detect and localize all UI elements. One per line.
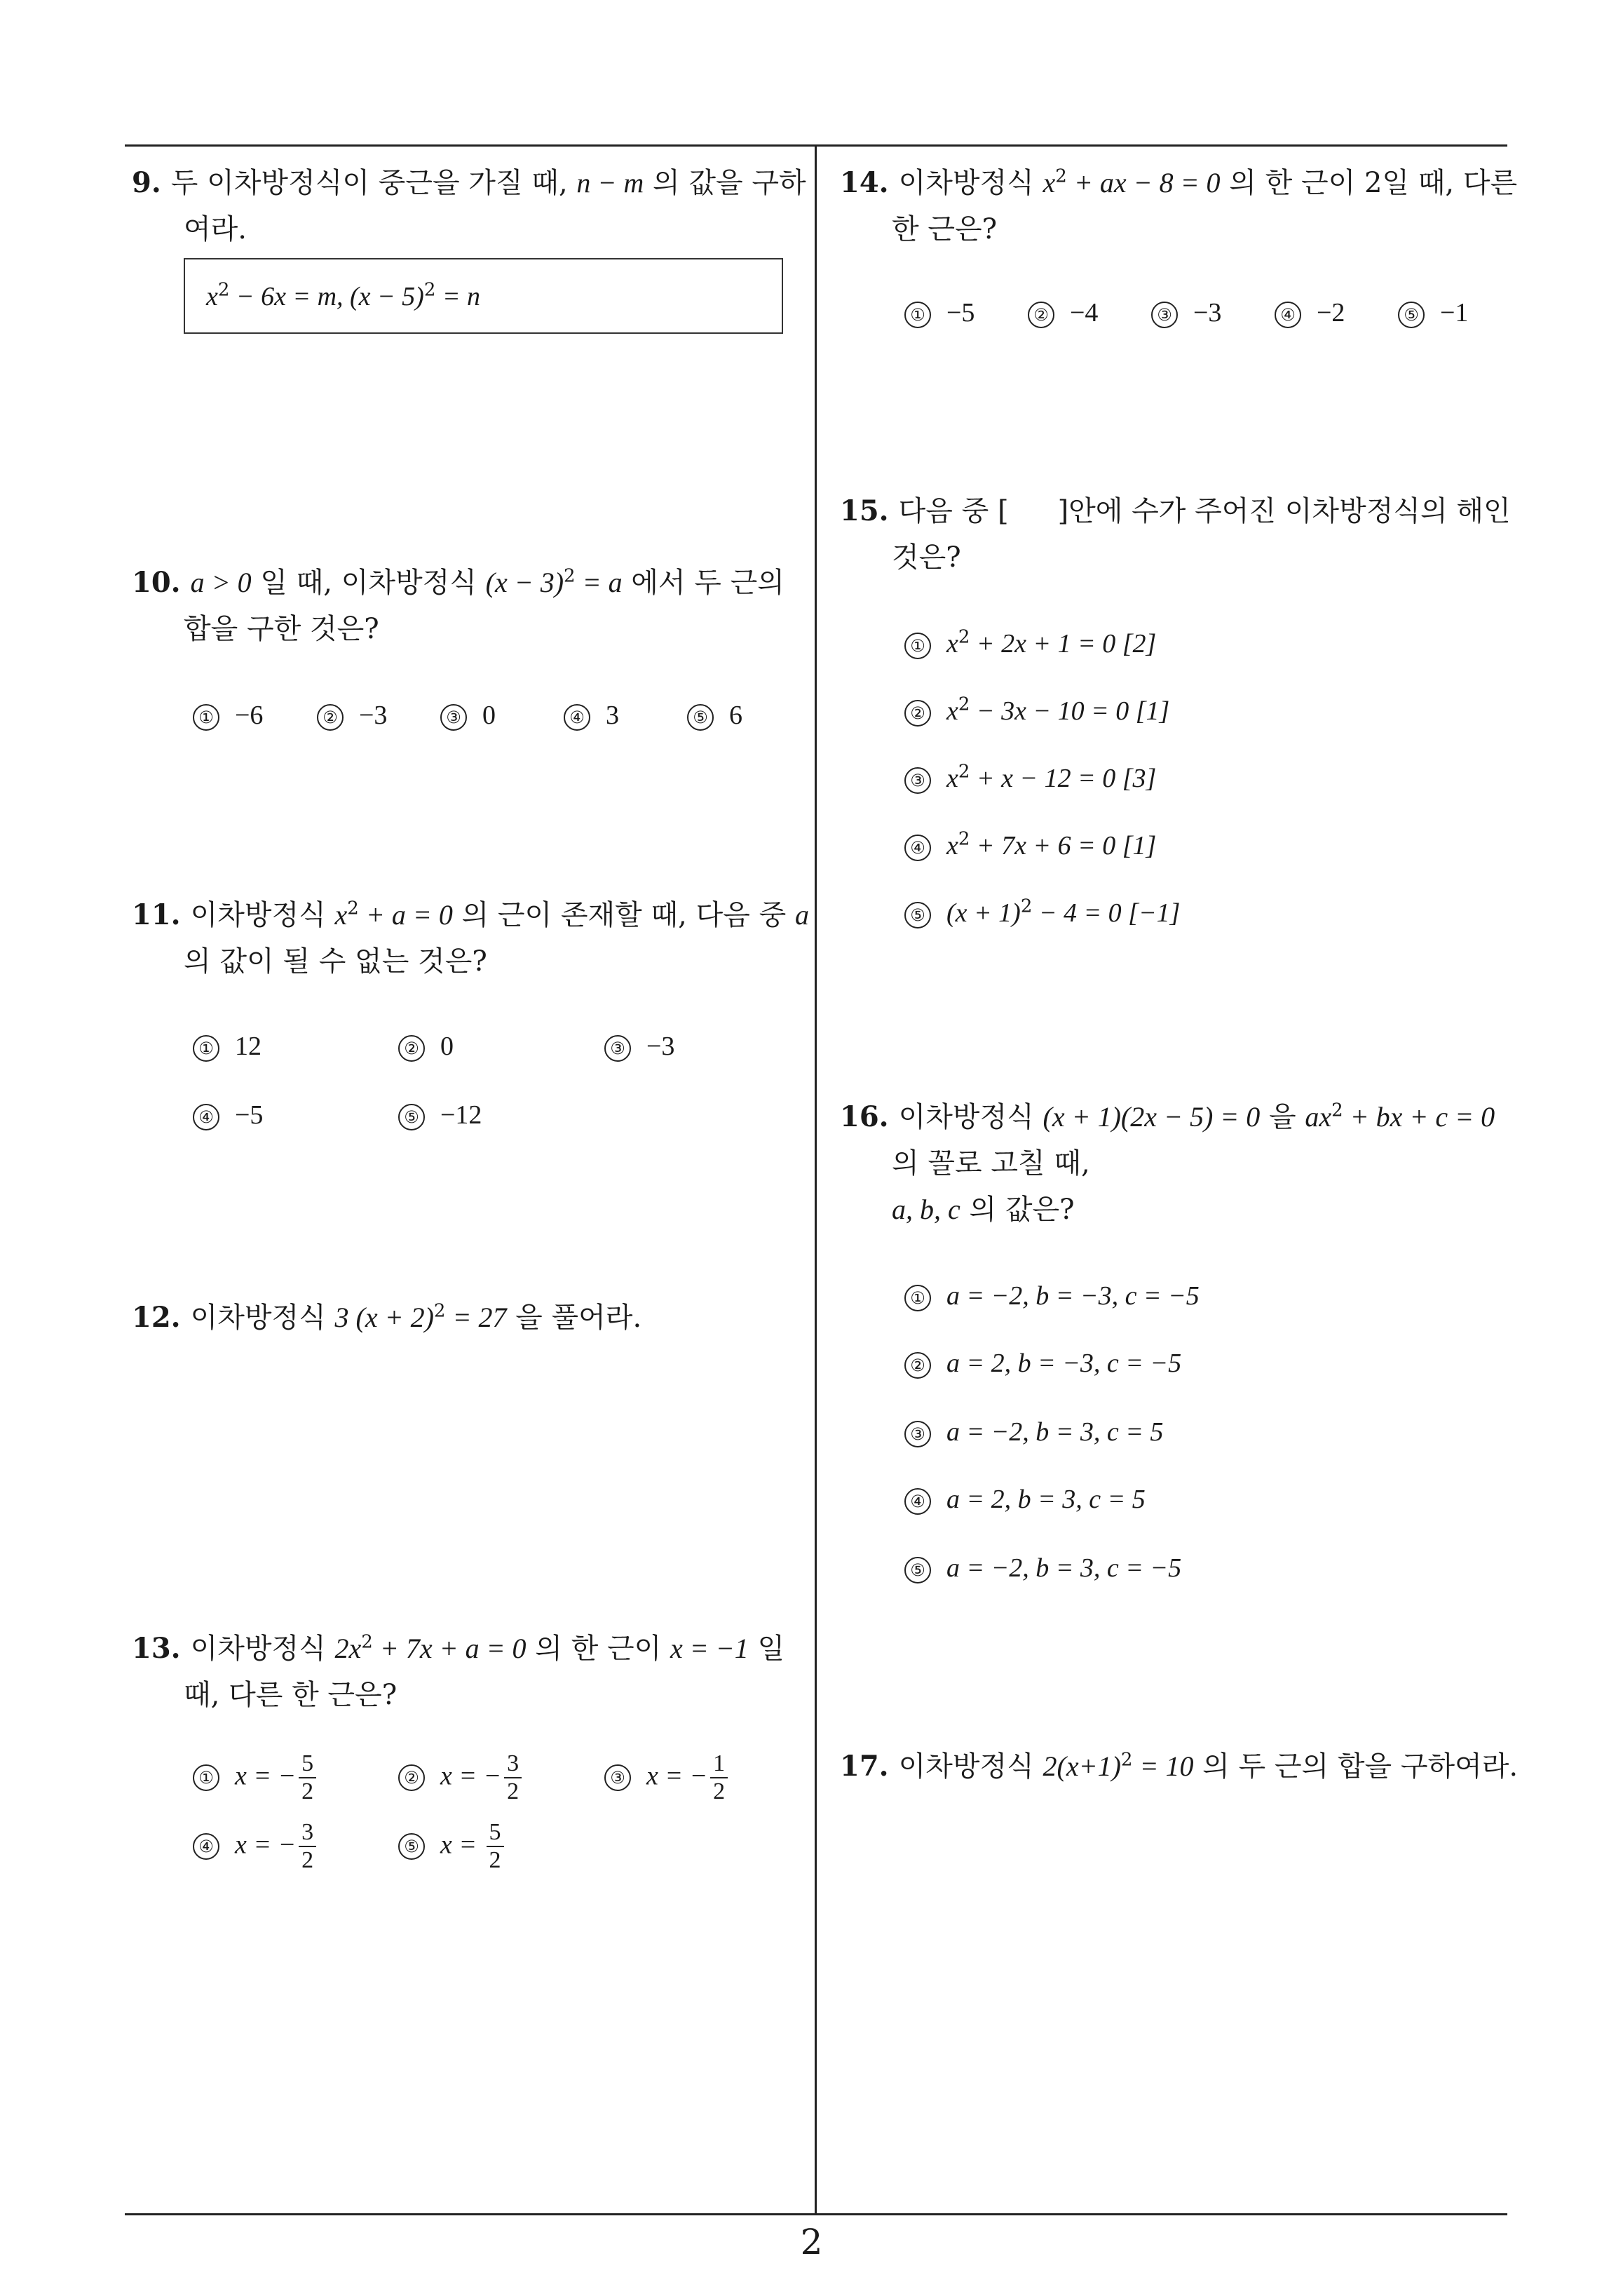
option-4[interactable] [193, 1097, 263, 1133]
math-expr: + x − 12 = 0 [3] [970, 764, 1157, 793]
question-number: 16. [840, 1100, 889, 1133]
option-marker: ④ [193, 1833, 219, 1860]
fraction [504, 1750, 522, 1805]
question-9 [132, 160, 806, 252]
question-text: 을 [1260, 1101, 1305, 1133]
question-text-cont: 의 값이 될 수 없는 것은? [184, 945, 487, 978]
option-2[interactable] [1028, 295, 1098, 330]
option-2[interactable] [904, 693, 1169, 729]
question-text: 다음 중 [ [898, 495, 1009, 527]
question-text: 에서 두 근의 [622, 567, 785, 599]
math-expr: + 7x + 6 = 0 [1] [970, 831, 1157, 860]
fraction [487, 1819, 504, 1874]
exponent: 2 [958, 694, 970, 715]
option-marker: ⑤ [687, 704, 714, 731]
option-value: 0 [482, 701, 496, 730]
math-expr: = 10 [1132, 1750, 1194, 1782]
option-marker: ① [904, 1285, 931, 1311]
option-4[interactable] [1275, 295, 1345, 330]
question-text: 의 한 근이 2일 때, 다른 [1220, 167, 1518, 199]
math-expr: − 6x = m, (x − 5) [229, 282, 424, 311]
option-marker: ① [193, 1035, 219, 1062]
denominator: 2 [301, 1778, 314, 1804]
math-expr: x [946, 831, 958, 860]
option-marker: ③ [604, 1035, 631, 1062]
denominator: 2 [301, 1847, 314, 1873]
exponent: 2 [958, 828, 970, 850]
math-expr: + 2x + 1 = 0 [2] [970, 629, 1157, 659]
question-text: 두 이차방정식이 중근을 가질 때, [170, 167, 577, 199]
question-text: 이차방정식 [190, 1633, 335, 1665]
exponent: 2 [564, 565, 576, 587]
option-3[interactable] [904, 760, 1156, 796]
question-13 [132, 1626, 785, 1718]
option-value: −3 [359, 701, 388, 730]
denominator: 2 [507, 1778, 520, 1804]
option-marker: ④ [904, 1488, 931, 1515]
option-marker: ④ [1275, 302, 1301, 328]
option-lhs: x = − [440, 1761, 502, 1791]
question-text: 을 풀어라. [506, 1302, 642, 1334]
question-10 [132, 560, 785, 652]
option-5[interactable] [904, 895, 1180, 931]
option-1[interactable] [904, 1278, 1200, 1314]
option-value: −3 [646, 1032, 675, 1061]
math-expr: = 27 [445, 1302, 507, 1333]
question-number: 9. [132, 166, 161, 199]
option-marker: ⑤ [904, 902, 931, 928]
option-marker: ③ [440, 704, 467, 731]
math-expr: a > 0 [190, 567, 252, 598]
option-3[interactable] [604, 1028, 674, 1064]
option-value: −5 [946, 298, 975, 327]
question-text: ]안에 수가 주어진 이차방정식의 해인 [1057, 495, 1511, 527]
option-value: 6 [729, 701, 742, 730]
option-1[interactable] [904, 295, 975, 330]
math-expr: n − m [576, 167, 644, 198]
math-expr: x [946, 696, 958, 726]
exponent: 2 [958, 761, 970, 783]
numerator: 1 [710, 1750, 728, 1778]
math-expr: = n [435, 282, 481, 311]
exponent: 2 [958, 626, 970, 648]
option-2[interactable] [398, 1028, 454, 1064]
math-expr: − 3x − 10 = 0 [1] [970, 696, 1170, 726]
question-14 [840, 160, 1517, 252]
option-value: a = 2, b = −3, c = −5 [946, 1349, 1182, 1378]
math-expr: x [946, 629, 958, 659]
option-marker: ④ [564, 704, 590, 731]
question-number: 14. [840, 166, 889, 199]
column-divider [815, 144, 817, 2215]
math-expr: + bx + c = 0 [1343, 1101, 1495, 1133]
exponent: 2 [361, 1631, 373, 1653]
option-marker: ⑤ [398, 1104, 425, 1130]
option-3[interactable] [440, 697, 496, 733]
option-marker: ② [398, 1764, 425, 1791]
numerator: 3 [504, 1750, 522, 1778]
option-value: −4 [1070, 298, 1099, 327]
option-value: 3 [606, 701, 619, 730]
option-4[interactable] [904, 1481, 1146, 1517]
option-marker: ⑤ [904, 1557, 931, 1583]
question-text: 의 한 근이 [526, 1633, 670, 1665]
page-number: 2 [800, 2222, 823, 2262]
math-expr: + ax − 8 = 0 [1066, 167, 1221, 198]
condition-box [184, 258, 783, 334]
denominator: 2 [489, 1847, 501, 1873]
option-marker: ④ [904, 835, 931, 861]
question-text: 일 때, 이차방정식 [251, 567, 486, 599]
option-value: a = 2, b = 3, c = 5 [946, 1485, 1146, 1514]
option-value: 12 [235, 1032, 262, 1061]
option-value: −6 [235, 701, 264, 730]
option-value: −1 [1440, 298, 1469, 327]
question-text: 이차방정식 [898, 1101, 1043, 1133]
option-4[interactable] [193, 1819, 316, 1874]
option-marker: ① [904, 633, 931, 659]
option-marker: ② [1028, 302, 1054, 328]
option-value: −2 [1317, 298, 1345, 327]
question-text: 일 [748, 1633, 785, 1665]
math-expr: a [794, 899, 809, 931]
question-text: 이차방정식 [190, 1302, 335, 1334]
math-expr: − 4 = 0 [−1] [1032, 898, 1181, 928]
math-expr: a, b, c [892, 1194, 960, 1225]
option-marker: ③ [904, 1421, 931, 1447]
question-text: 의 값은? [960, 1194, 1075, 1226]
question-text-cont: 합을 구한 것은? [184, 613, 379, 645]
math-expr: + 7x + a = 0 [372, 1633, 527, 1664]
question-text-cont: 때, 다른 한 근은? [184, 1679, 398, 1711]
option-5[interactable] [1398, 295, 1468, 330]
option-lhs: x = [440, 1830, 484, 1860]
question-text-cont: 것은? [892, 541, 961, 574]
question-text-cont: 여라. [184, 213, 247, 245]
option-1[interactable] [193, 697, 263, 733]
math-expr: 2(x+1) [1043, 1750, 1121, 1782]
numerator: 5 [487, 1819, 504, 1847]
exponent: 2 [433, 1300, 446, 1322]
math-expr: x [946, 764, 958, 793]
option-value: a = −2, b = 3, c = −5 [946, 1553, 1182, 1583]
option-3[interactable] [904, 1414, 1163, 1450]
question-number: 12. [132, 1301, 181, 1334]
option-marker: ① [193, 1764, 219, 1791]
fraction [710, 1750, 728, 1805]
exponent: 2 [217, 279, 230, 301]
option-1[interactable] [904, 626, 1156, 661]
option-marker: ② [317, 704, 344, 731]
question-text: 의 두 근의 합을 구하여라. [1193, 1750, 1519, 1783]
exponent: 2 [1120, 1749, 1133, 1771]
math-expr: (x − 3) [485, 567, 564, 598]
option-5[interactable] [687, 697, 742, 733]
question-text-cont: 의 꼴로 고칠 때, [892, 1147, 1090, 1180]
option-marker: ② [398, 1035, 425, 1062]
question-number: 11. [132, 898, 181, 931]
question-12 [132, 1295, 641, 1341]
option-lhs: x = − [235, 1830, 297, 1860]
fraction [299, 1750, 316, 1805]
question-number: 17. [840, 1750, 889, 1783]
option-5[interactable] [398, 1819, 504, 1874]
exponent: 2 [1055, 166, 1067, 187]
option-lhs: x = − [235, 1761, 297, 1791]
option-marker: ⑤ [1398, 302, 1425, 328]
question-text: 이차방정식 [190, 899, 335, 931]
option-value: a = −2, b = 3, c = 5 [946, 1417, 1164, 1447]
option-marker: ③ [604, 1764, 631, 1791]
numerator: 3 [299, 1819, 316, 1847]
math-expr: x [334, 899, 348, 931]
math-expr: + a = 0 [358, 899, 453, 931]
math-expr: (x + 1) [946, 898, 1021, 928]
option-marker: ② [904, 700, 931, 727]
option-5[interactable] [398, 1097, 482, 1133]
option-value: 0 [440, 1032, 454, 1061]
question-15 [840, 488, 1511, 581]
question-number: 13. [132, 1632, 181, 1665]
option-4[interactable] [564, 697, 619, 733]
question-16 [840, 1094, 1495, 1233]
exponent: 2 [347, 898, 359, 919]
question-text: 이차방정식 [898, 1750, 1043, 1783]
numerator: 5 [299, 1750, 316, 1778]
option-2[interactable] [317, 697, 387, 733]
option-1[interactable] [193, 1750, 316, 1805]
question-number: 10. [132, 566, 181, 599]
question-text: 이차방정식 [898, 167, 1043, 199]
math-expr: = a [575, 567, 623, 598]
question-number: 15. [840, 494, 889, 527]
question-text: 의 근이 존재할 때, 다음 중 [452, 899, 795, 931]
math-expr: x = −1 [670, 1633, 749, 1664]
math-expr: 2x [334, 1633, 362, 1664]
option-marker: ⑤ [398, 1833, 425, 1860]
option-4[interactable] [904, 828, 1156, 863]
math-expr: x [1043, 167, 1056, 198]
math-expr: 3 (x + 2) [334, 1302, 434, 1333]
fraction [299, 1819, 316, 1874]
exponent: 2 [1331, 1100, 1343, 1121]
exponent: 2 [423, 279, 436, 301]
math-expr: ax [1305, 1101, 1332, 1133]
option-marker: ② [904, 1352, 931, 1379]
option-value: a = −2, b = −3, c = −5 [946, 1281, 1200, 1311]
option-marker: ④ [193, 1104, 219, 1130]
option-5[interactable] [904, 1550, 1181, 1586]
option-value: −5 [235, 1100, 264, 1130]
question-text: 의 값을 구하 [644, 167, 806, 199]
option-1[interactable] [193, 1028, 262, 1064]
option-marker: ③ [904, 767, 931, 794]
question-11 [132, 892, 809, 985]
option-2[interactable] [398, 1750, 522, 1805]
option-3[interactable] [604, 1750, 728, 1805]
option-marker: ① [904, 302, 931, 328]
option-marker: ① [193, 704, 219, 731]
exponent: 2 [1020, 896, 1033, 917]
denominator: 2 [713, 1778, 726, 1804]
option-marker: ③ [1151, 302, 1178, 328]
option-value: −12 [440, 1100, 482, 1130]
math-expr: (x + 1)(2x − 5) = 0 [1043, 1101, 1261, 1133]
option-lhs: x = − [646, 1761, 708, 1791]
option-2[interactable] [904, 1345, 1181, 1381]
question-text-cont: 한 근은? [892, 213, 998, 245]
option-value: −3 [1193, 298, 1222, 327]
question-17 [840, 1743, 1518, 1790]
math-expr: x [206, 282, 218, 311]
option-3[interactable] [1151, 295, 1221, 330]
